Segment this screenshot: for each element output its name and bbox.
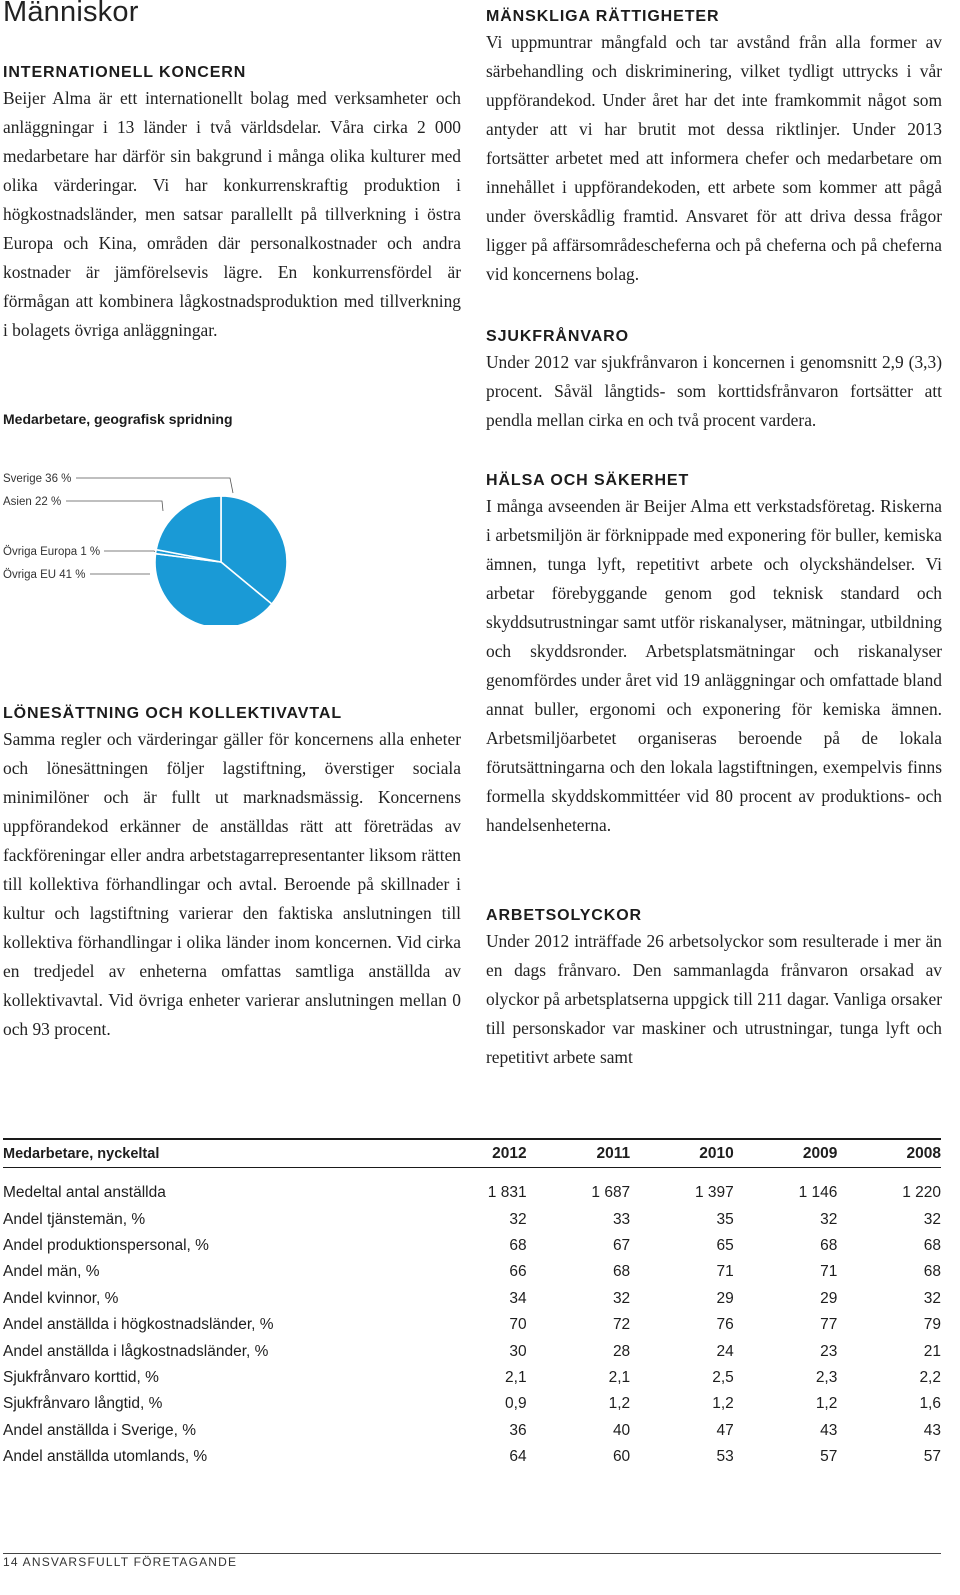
table-cell: 1 220 bbox=[902, 1184, 941, 1202]
table-cell: 2,5 bbox=[712, 1368, 734, 1386]
footer-section: ANSVARSFULLT FÖRETAGANDE bbox=[22, 1555, 238, 1569]
table-cell: 1,2 bbox=[712, 1395, 734, 1413]
section-heading-internationell: INTERNATIONELL KONCERN bbox=[3, 64, 247, 81]
table-cell: 68 bbox=[923, 1263, 941, 1281]
table-cell: 43 bbox=[820, 1421, 838, 1439]
table-cell: 1,2 bbox=[608, 1395, 631, 1413]
table-caption: Medarbetare, nyckeltal bbox=[3, 1145, 160, 1162]
table-row bbox=[3, 1444, 941, 1470]
table-row bbox=[3, 1391, 941, 1417]
table-cell: 65 bbox=[716, 1236, 734, 1254]
table-cell: 2,1 bbox=[608, 1368, 631, 1386]
table-cell: 34 bbox=[509, 1289, 527, 1307]
table-row-label: Andel anställda i högkostnadsländer, % bbox=[3, 1316, 274, 1334]
table-cell: 60 bbox=[612, 1448, 631, 1466]
footer-text bbox=[3, 1555, 941, 1569]
table-cell: 1 146 bbox=[798, 1184, 838, 1202]
leader-line-sverige bbox=[76, 478, 233, 493]
table-cell: 66 bbox=[509, 1263, 527, 1281]
table-row-label: Sjukfrånvaro korttid, % bbox=[3, 1368, 159, 1386]
table-cell: 23 bbox=[820, 1342, 838, 1360]
section-heading-halsa: HÄLSA OCH SÄKERHET bbox=[486, 472, 690, 489]
table-row-label: Andel anställda utomlands, % bbox=[3, 1448, 208, 1466]
table-row bbox=[3, 1206, 941, 1232]
table-row-label: Sjukfrånvaro långtid, % bbox=[3, 1395, 163, 1413]
table-row bbox=[3, 1168, 941, 1207]
section-heading-lonesattning: LÖNESÄTTNING OCH KOLLEKTIVAVTAL bbox=[3, 705, 342, 722]
table-cell: 29 bbox=[820, 1289, 838, 1307]
table-cell: 35 bbox=[716, 1210, 734, 1228]
table-row-label: Andel produktionspersonal, % bbox=[3, 1236, 209, 1254]
table-cell: 24 bbox=[716, 1342, 734, 1360]
pie-slice-asien bbox=[156, 496, 221, 562]
table-cell: 21 bbox=[923, 1342, 941, 1360]
table-cell: 71 bbox=[716, 1263, 734, 1281]
table-cell: 57 bbox=[820, 1448, 838, 1466]
table-row bbox=[3, 1233, 941, 1259]
footer-page-number: 14 bbox=[3, 1555, 19, 1569]
section-halsa bbox=[486, 470, 942, 840]
table-row-label: Andel anställda i lågkostnadsländer, % bbox=[3, 1342, 269, 1360]
table-cell: 29 bbox=[716, 1289, 734, 1307]
section-body-sjukfranvaro: Under 2012 var sjukfrånvaron i koncernen i genomsnitt 2,9 (3,3) procent. Såväl långtids- som korttidsfrånvaron fortsätter att pendla mellan cirka en och två procent vardera. bbox=[486, 352, 942, 430]
section-heading-arbetsolyckor: ARBETSOLYCKOR bbox=[486, 907, 643, 924]
table-cell: 36 bbox=[509, 1421, 527, 1439]
section-body-internationell: Beijer Alma är ett internationellt bolag med verksamheter och anläggningar i 13 länder i två världsdelar. Våra cirka 2 000 medarbetare har därför sin bakgrund i många olika kulturer med olika värderingar. Vi har konkurrenskraftig produktion i högkostnadsländer, men satsar parallellt på tillverkning i östra Europa och Kina, områden där personalkostnader och andra kostnader är jämförelsevis lägre. En konkurrensfördel är förmågan att kombinera lågkostnadsproduktion med tillverkning i bolagets övriga anläggningar. bbox=[3, 88, 461, 340]
table-cell: 1 397 bbox=[694, 1184, 734, 1202]
section-rattigheter bbox=[486, 6, 942, 289]
pie-label-ovriga-europa: Övriga Europa 1 % bbox=[3, 546, 101, 558]
table-cell: 68 bbox=[612, 1263, 631, 1281]
table-cell: 68 bbox=[923, 1236, 941, 1254]
leader-line-ovriga-europa bbox=[104, 551, 156, 552]
table-cell: 33 bbox=[612, 1210, 631, 1228]
table-header-year: 2009 bbox=[802, 1144, 838, 1162]
table-body bbox=[3, 1168, 941, 1471]
section-lonesattning bbox=[3, 703, 461, 1044]
table-row-label: Medeltal antal anställda bbox=[3, 1184, 166, 1202]
table-cell: 76 bbox=[716, 1316, 734, 1334]
table-header-year: 2010 bbox=[699, 1144, 734, 1162]
table-cell: 2,2 bbox=[919, 1368, 941, 1386]
kpi-table bbox=[3, 1138, 941, 1470]
page-title: Människor bbox=[3, 0, 139, 28]
table-cell: 77 bbox=[820, 1316, 838, 1334]
table-cell: 47 bbox=[716, 1421, 734, 1439]
table-cell: 68 bbox=[509, 1236, 527, 1254]
table-cell: 32 bbox=[923, 1210, 941, 1228]
table-cell: 64 bbox=[509, 1448, 527, 1466]
pie-chart bbox=[0, 465, 320, 625]
chart-title: Medarbetare, geografisk spridning bbox=[3, 411, 233, 427]
section-body-arbetsolyckor: Under 2012 inträffade 26 arbetsolyckor som resulterade i mer än en dags frånvaro. Den sammanlagda frånvaron orsakad av olyckor på arbetsplatserna uppgick till 211 dagar. Vanliga orsaker till personskador var maskiner och utrustningar, tunga lyft och repetitivt arbete samt bbox=[486, 931, 942, 1067]
table-row bbox=[3, 1259, 941, 1285]
table-cell: 67 bbox=[612, 1236, 631, 1254]
table-row bbox=[3, 1312, 941, 1338]
table-cell: 1,6 bbox=[919, 1395, 941, 1413]
table-cell: 32 bbox=[923, 1289, 941, 1307]
section-heading-rattigheter: MÄNSKLIGA RÄTTIGHETER bbox=[486, 8, 720, 25]
section-sjukfranvaro bbox=[486, 326, 942, 435]
pie-label-ovriga-eu: Övriga EU 41 % bbox=[3, 569, 86, 581]
table-header-year: 2008 bbox=[906, 1144, 941, 1162]
table-row bbox=[3, 1365, 941, 1391]
table-cell: 0,9 bbox=[505, 1395, 527, 1413]
section-internationell bbox=[3, 62, 461, 345]
table-row-label: Andel män, % bbox=[3, 1263, 100, 1281]
section-heading-sjukfranvaro: SJUKFRÅNVARO bbox=[486, 328, 629, 345]
table-row-label: Andel anställda i Sverige, % bbox=[3, 1421, 197, 1439]
table-cell: 2,3 bbox=[815, 1368, 838, 1386]
table-cell: 28 bbox=[612, 1342, 631, 1360]
pie-label-sverige: Sverige 36 % bbox=[3, 473, 72, 485]
table-cell: 68 bbox=[820, 1236, 838, 1254]
pie-label-asien: Asien 22 % bbox=[3, 496, 62, 508]
leader-line-asien bbox=[66, 501, 163, 511]
kpi-table-wrapper bbox=[3, 1138, 941, 1470]
table-header-row bbox=[3, 1139, 941, 1168]
table-cell: 53 bbox=[716, 1448, 734, 1466]
table-cell: 70 bbox=[509, 1316, 527, 1334]
table-cell: 71 bbox=[820, 1263, 838, 1281]
table-row-label: Andel kvinnor, % bbox=[3, 1289, 119, 1307]
table-cell: 2,1 bbox=[505, 1368, 527, 1386]
table-cell: 79 bbox=[923, 1316, 941, 1334]
table-cell: 1,2 bbox=[815, 1395, 838, 1413]
section-body-lonesattning: Samma regler och värderingar gäller för koncernens alla enheter och lönesättningen följer lagstiftning, överstiger sociala minimilöner och är fullt ut marknadsmässig. Koncernens uppförandekod erkänner de anställdas rätt att företrädas av fackföreningar eller andra arbetstagarrepresentanter liksom rätten till kollektiva förhandlingar och avtal. Beroende på skillnader i kultur och lagstiftning varierar den faktiska anslutningen till kollektiva förhandlingar i olika länder inom koncernen. Vid cirka en tredjedel av enheterna omfattas samtliga anställda av kollektivavtal. Vid övriga enheter varierar anslutningen mellan 0 och 93 procent. bbox=[3, 729, 461, 1039]
pie-chart-svg bbox=[0, 465, 320, 625]
table-cell: 1 831 bbox=[487, 1184, 527, 1202]
page-footer bbox=[3, 1553, 941, 1569]
pie-labels bbox=[3, 473, 100, 581]
table-cell: 32 bbox=[612, 1289, 631, 1307]
table-row bbox=[3, 1286, 941, 1312]
table-cell: 43 bbox=[923, 1421, 941, 1439]
table-cell: 57 bbox=[923, 1448, 941, 1466]
section-body-rattigheter: Vi uppmuntrar mångfald och tar avstånd från alla former av särbehandling och diskriminering, vilket tydligt uttrycks i vår uppförandekod. Under året har det inte framkommit något som antyder att vi har brutit mot dessa riktlinjer. Under 2013 fortsätter arbetet med att informera chefer och medarbetare om innehållet i uppförandekoden, ett arbete som kommer att pågå under överskådlig framtid. Ansvaret för att driva dessa frågor ligger på affärsområdescheferna och på cheferna och på cheferna vid koncernens bolag. bbox=[486, 32, 942, 284]
table-row bbox=[3, 1418, 941, 1444]
pie-slices bbox=[155, 496, 287, 625]
table-row bbox=[3, 1338, 941, 1364]
section-body-halsa: I många avseenden är Beijer Alma ett verkstadsföretag. Riskerna i arbetsmiljön är förknippade med exponering för buller, kemiska ämnen, tunga lyft, repetitivt arbete och olyckshändelser. Vi arbetar förebyggande genom god teknisk standard och skyddsutrustningar samt utför riskanalyser, mätningar, utbildning och skyddsronder. Arbetsplatsmätningar och riskanalyser genomfördes under året vid 19 anläggningar och omfattade bland annat buller, ergonomi och exponering för kemiska ämnen. Arbetsmiljöarbetet organiseras beroende på de lokala förutsättningarna och den lokala lagstiftningen, exempelvis finns formella skyddskommittéer vid 80 procent av produktions- och handelsenheterna. bbox=[486, 496, 942, 835]
table-header-year: 2011 bbox=[596, 1144, 631, 1162]
table-cell: 40 bbox=[612, 1421, 631, 1439]
table-cell: 1 687 bbox=[591, 1184, 631, 1202]
table-header-year: 2012 bbox=[492, 1144, 527, 1162]
table-cell: 32 bbox=[820, 1210, 838, 1228]
table-cell: 32 bbox=[509, 1210, 527, 1228]
table-cell: 72 bbox=[612, 1316, 631, 1334]
table-row-label: Andel tjänstemän, % bbox=[3, 1210, 146, 1228]
table-cell: 30 bbox=[509, 1342, 527, 1360]
section-arbetsolyckor bbox=[486, 905, 942, 1072]
